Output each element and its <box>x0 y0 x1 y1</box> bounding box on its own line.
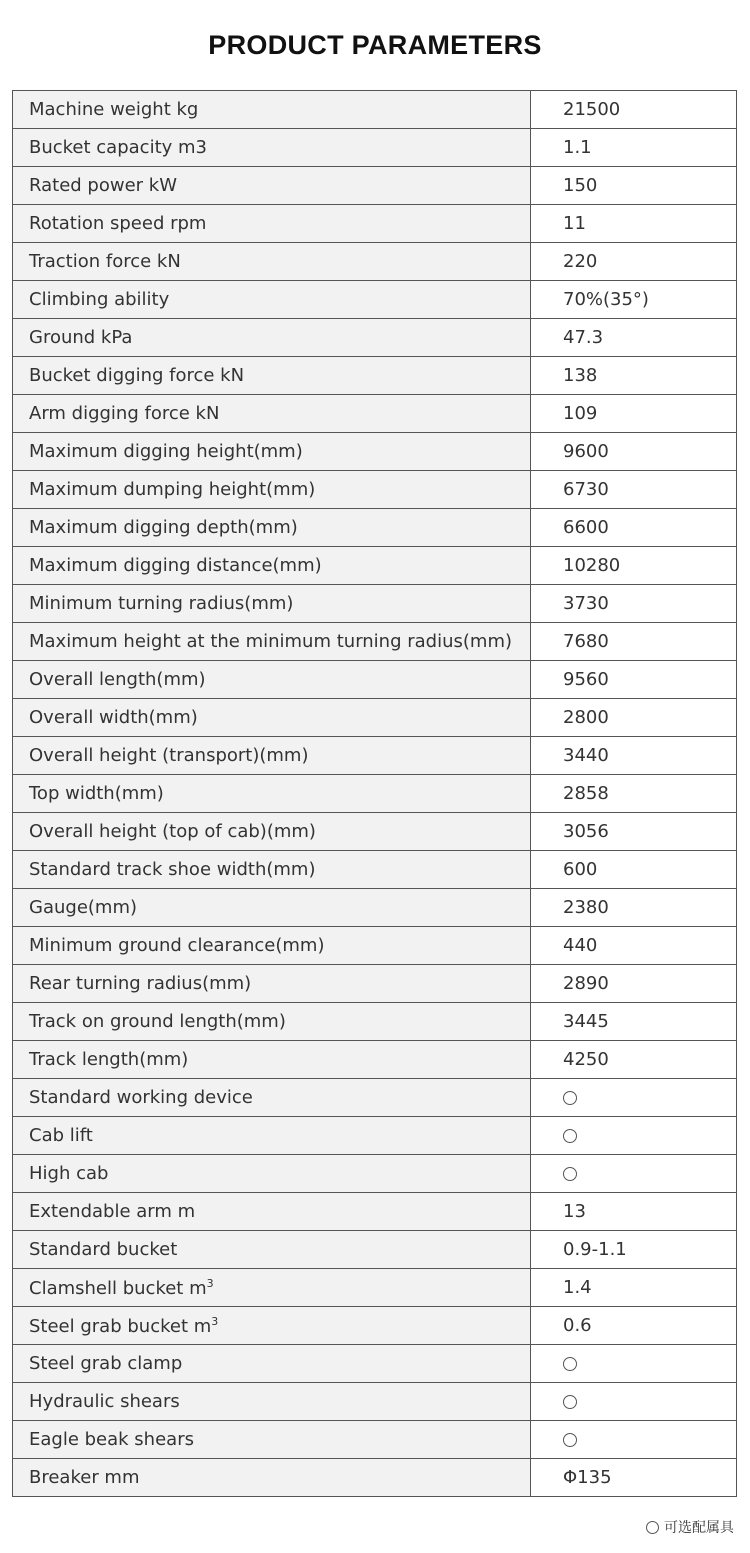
parameter-value-cell <box>531 661 737 699</box>
table-row <box>13 1193 737 1231</box>
parameter-value: 11 <box>563 213 586 234</box>
parameter-label: Rotation speed rpm <box>29 213 207 234</box>
parameter-label: Clamshell bucket m <box>29 1277 207 1299</box>
table-row <box>13 167 737 205</box>
parameter-value: 2890 <box>563 973 609 994</box>
parameter-value: 600 <box>563 859 598 880</box>
parameter-label-cell <box>13 737 531 775</box>
parameter-label: Standard working device <box>29 1087 253 1108</box>
parameter-value: 4250 <box>563 1049 609 1070</box>
parameter-value: 9560 <box>563 669 609 690</box>
parameter-value: 109 <box>563 403 598 424</box>
parameter-label: Steel grab bucket m <box>29 1315 212 1337</box>
parameter-value-cell <box>531 737 737 775</box>
parameter-label-cell <box>13 357 531 395</box>
parameter-value: 3056 <box>563 821 609 842</box>
parameter-label: Bucket digging force kN <box>29 365 245 386</box>
parameter-label-cell <box>13 433 531 471</box>
parameter-label: Traction force kN <box>29 251 181 272</box>
parameter-label-cell <box>13 1117 531 1155</box>
table-row <box>13 547 737 585</box>
parameter-label: Hydraulic shears <box>29 1391 180 1412</box>
parameter-label: Climbing ability <box>29 289 170 310</box>
table-row <box>13 889 737 927</box>
parameter-value: 220 <box>563 251 598 272</box>
parameter-label: Overall width(mm) <box>29 707 198 728</box>
parameter-label-cell <box>13 167 531 205</box>
table-row <box>13 1117 737 1155</box>
parameter-value-cell <box>531 1459 737 1497</box>
table-row <box>13 699 737 737</box>
table-row <box>13 623 737 661</box>
table-row <box>13 471 737 509</box>
table-row <box>13 243 737 281</box>
parameter-value-cell <box>531 243 737 281</box>
parameter-value: 0.6 <box>563 1315 592 1336</box>
table-row <box>13 509 737 547</box>
circle-icon <box>563 1395 577 1409</box>
parameter-label-cell <box>13 623 531 661</box>
table-row <box>13 129 737 167</box>
parameter-label: Steel grab clamp <box>29 1353 183 1374</box>
parameter-label-cell <box>13 547 531 585</box>
parameter-label: Machine weight kg <box>29 99 199 120</box>
table-row <box>13 1041 737 1079</box>
parameter-value-cell <box>531 927 737 965</box>
parameter-label: Ground kPa <box>29 327 133 348</box>
parameter-label-cell <box>13 281 531 319</box>
parameter-label-cell <box>13 927 531 965</box>
parameter-label-cell <box>13 1079 531 1117</box>
table-row <box>13 737 737 775</box>
parameter-label: Bucket capacity m3 <box>29 137 207 158</box>
parameter-label-cell <box>13 319 531 357</box>
parameter-label-cell <box>13 1155 531 1193</box>
superscript: 3 <box>206 1276 214 1290</box>
footnote <box>646 1517 734 1537</box>
parameter-label: High cab <box>29 1163 109 1184</box>
parameter-label-cell <box>13 1231 531 1269</box>
parameter-value: 2800 <box>563 707 609 728</box>
parameter-value-cell <box>531 1117 737 1155</box>
parameter-value: 47.3 <box>563 327 604 348</box>
parameter-label: Standard bucket <box>29 1239 178 1260</box>
table-row <box>13 965 737 1003</box>
parameter-label-cell <box>13 661 531 699</box>
parameter-value-cell <box>531 357 737 395</box>
parameter-value: 138 <box>563 365 598 386</box>
parameter-value-cell <box>531 1231 737 1269</box>
parameter-value-cell <box>531 281 737 319</box>
parameter-value: 150 <box>563 175 598 196</box>
parameter-value-cell <box>531 965 737 1003</box>
table-row <box>13 661 737 699</box>
parameter-label: Maximum digging height(mm) <box>29 441 303 462</box>
parameter-label-cell <box>13 851 531 889</box>
parameter-value-cell <box>531 395 737 433</box>
table-row <box>13 1383 737 1421</box>
table-row <box>13 1269 737 1307</box>
parameter-label: Gauge(mm) <box>29 897 137 918</box>
parameter-value-cell <box>531 1193 737 1231</box>
parameter-label-cell <box>13 813 531 851</box>
parameter-value: 3445 <box>563 1011 609 1032</box>
table-row <box>13 1307 737 1345</box>
parameter-value-cell <box>531 585 737 623</box>
parameter-label: Standard track shoe width(mm) <box>29 859 316 880</box>
parameter-value: 10280 <box>563 555 621 576</box>
table-row <box>13 395 737 433</box>
table-row <box>13 1421 737 1459</box>
parameter-label-cell <box>13 91 531 129</box>
parameter-value-cell <box>531 889 737 927</box>
parameter-label-cell <box>13 509 531 547</box>
parameter-value: 70%(35°) <box>563 289 649 310</box>
parameter-value-cell <box>531 1269 737 1307</box>
parameter-value-cell <box>531 775 737 813</box>
parameter-label-cell <box>13 1459 531 1497</box>
parameter-label-cell <box>13 1041 531 1079</box>
parameter-value-cell <box>531 851 737 889</box>
parameter-label: Maximum dumping height(mm) <box>29 479 316 500</box>
parameter-label-cell <box>13 243 531 281</box>
table-row <box>13 319 737 357</box>
superscript: 3 <box>211 1314 219 1328</box>
table-row <box>13 433 737 471</box>
parameter-label: Overall height (transport)(mm) <box>29 745 309 766</box>
parameter-label-cell <box>13 471 531 509</box>
parameter-value: Φ135 <box>563 1467 612 1488</box>
parameter-value-cell <box>531 623 737 661</box>
table-row <box>13 1459 737 1497</box>
table-row <box>13 357 737 395</box>
circle-icon <box>563 1357 577 1371</box>
parameter-value-cell <box>531 1345 737 1383</box>
parameter-value-cell <box>531 91 737 129</box>
parameter-label: Maximum digging distance(mm) <box>29 555 322 576</box>
parameter-value-cell <box>531 1079 737 1117</box>
table-row <box>13 1079 737 1117</box>
parameter-value-cell <box>531 1421 737 1459</box>
parameter-value-cell <box>531 471 737 509</box>
parameter-value: 7680 <box>563 631 609 652</box>
parameter-label-cell <box>13 205 531 243</box>
table-row <box>13 1003 737 1041</box>
parameter-label: Rated power kW <box>29 175 177 196</box>
parameter-value: 440 <box>563 935 598 956</box>
parameters-table-body <box>13 91 737 1497</box>
parameter-value: 3440 <box>563 745 609 766</box>
parameter-value: 3730 <box>563 593 609 614</box>
footnote-text: 可选配属具 <box>664 1520 734 1536</box>
circle-icon <box>563 1129 577 1143</box>
parameter-value: 1.4 <box>563 1277 592 1298</box>
table-row <box>13 813 737 851</box>
parameter-label-cell <box>13 129 531 167</box>
table-row <box>13 1155 737 1193</box>
parameter-label-cell <box>13 1345 531 1383</box>
parameter-label-cell <box>13 585 531 623</box>
parameter-value-cell <box>531 547 737 585</box>
parameter-label: Arm digging force kN <box>29 403 220 424</box>
parameter-value: 0.9-1.1 <box>563 1239 627 1260</box>
table-row <box>13 927 737 965</box>
parameter-value-cell <box>531 1041 737 1079</box>
parameter-value: 21500 <box>563 99 621 120</box>
table-row <box>13 585 737 623</box>
parameter-label: Extendable arm m <box>29 1201 196 1222</box>
parameter-value: 2858 <box>563 783 609 804</box>
parameter-label: Maximum height at the minimum turning radius(mm) <box>29 631 512 652</box>
parameter-label: Overall height (top of cab)(mm) <box>29 821 316 842</box>
table-row <box>13 851 737 889</box>
parameter-label: Rear turning radius(mm) <box>29 973 252 994</box>
parameter-label: Cab lift <box>29 1125 93 1146</box>
parameter-label-cell <box>13 965 531 1003</box>
page-title: PRODUCT PARAMETERS <box>208 30 542 60</box>
parameter-value-cell <box>531 1003 737 1041</box>
parameter-value-cell <box>531 433 737 471</box>
circle-icon <box>563 1091 577 1105</box>
parameter-label-cell <box>13 1421 531 1459</box>
parameter-label: Track length(mm) <box>29 1049 189 1070</box>
parameter-value-cell <box>531 129 737 167</box>
parameter-value: 6730 <box>563 479 609 500</box>
table-row <box>13 91 737 129</box>
table-row <box>13 1231 737 1269</box>
parameter-label-cell <box>13 1383 531 1421</box>
parameter-value: 9600 <box>563 441 609 462</box>
table-row <box>13 281 737 319</box>
parameter-label: Top width(mm) <box>29 783 164 804</box>
table-row <box>13 1345 737 1383</box>
parameter-label-cell <box>13 1307 531 1345</box>
parameter-label-cell <box>13 395 531 433</box>
parameter-value-cell <box>531 813 737 851</box>
parameter-label-cell <box>13 775 531 813</box>
parameter-value: 1.1 <box>563 137 592 158</box>
parameter-value-cell <box>531 205 737 243</box>
parameter-label: Maximum digging depth(mm) <box>29 517 298 538</box>
table-row <box>13 775 737 813</box>
parameter-value-cell <box>531 167 737 205</box>
parameter-label: Breaker mm <box>29 1467 140 1488</box>
circle-icon <box>563 1433 577 1447</box>
parameter-label-cell <box>13 699 531 737</box>
parameter-value: 6600 <box>563 517 609 538</box>
table-row <box>13 205 737 243</box>
circle-icon <box>646 1521 659 1534</box>
parameters-table <box>12 90 737 1497</box>
parameter-label-cell <box>13 1193 531 1231</box>
parameter-value-cell <box>531 1307 737 1345</box>
parameter-label: Track on ground length(mm) <box>29 1011 286 1032</box>
parameter-value-cell <box>531 319 737 357</box>
parameter-value-cell <box>531 1383 737 1421</box>
parameter-value-cell <box>531 1155 737 1193</box>
parameter-value-cell <box>531 509 737 547</box>
parameter-value-cell <box>531 699 737 737</box>
parameter-label: Minimum turning radius(mm) <box>29 593 294 614</box>
parameter-label: Overall length(mm) <box>29 669 206 690</box>
parameter-label-cell <box>13 889 531 927</box>
parameter-label-cell <box>13 1269 531 1307</box>
parameter-value: 2380 <box>563 897 609 918</box>
parameter-value: 13 <box>563 1201 586 1222</box>
parameter-label: Minimum ground clearance(mm) <box>29 935 325 956</box>
parameter-label-cell <box>13 1003 531 1041</box>
circle-icon <box>563 1167 577 1181</box>
parameter-label: Eagle beak shears <box>29 1429 194 1450</box>
